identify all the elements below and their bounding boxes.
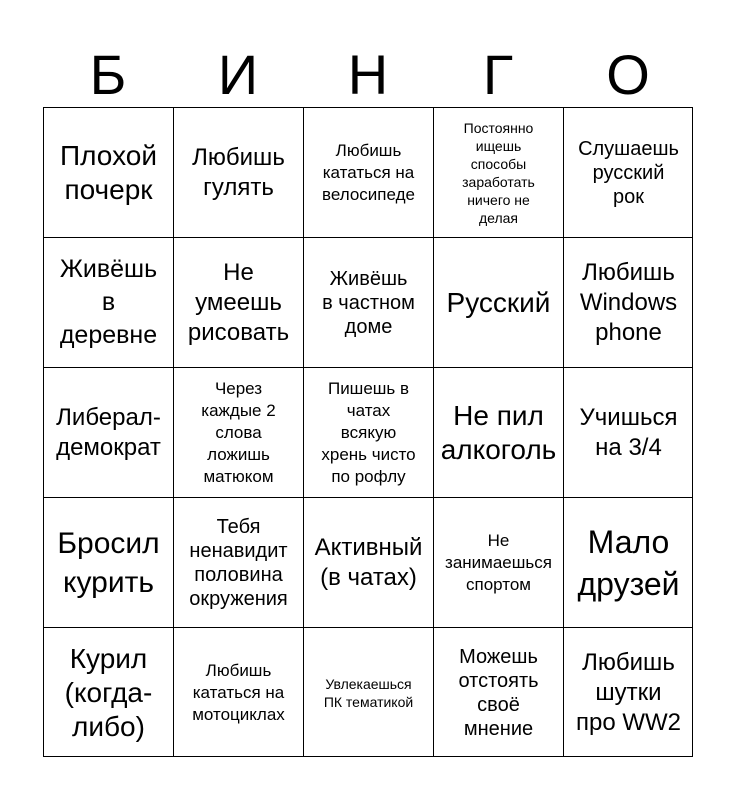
bingo-cell-r1-c5[interactable] [563, 107, 693, 237]
bingo-cell-r2-c1[interactable] [43, 237, 173, 367]
bingo-cell-r1-c2[interactable] [173, 107, 303, 237]
cell-label: Любишь шутки про WW2 [575, 648, 681, 736]
bingo-cell-r4-c5[interactable] [563, 497, 693, 627]
header-letter-b: Б [89, 43, 127, 106]
cell-label: Пишешь в чатах всякую хрень чисто по рофлу [321, 378, 416, 486]
bingo-cell-r3-c2[interactable] [173, 367, 303, 497]
bingo-cell-r2-c3[interactable] [303, 237, 433, 367]
cell-label: Слушаешь русский рок [578, 137, 679, 208]
cell-label: Любишь Windows phone [579, 258, 678, 346]
bingo-cell-r2-c5[interactable] [563, 237, 693, 367]
bingo-cell-r1-c4[interactable] [433, 107, 563, 237]
bingo-cell-r4-c3[interactable] [303, 497, 433, 627]
cell-label: Любишь кататься на велосипеде [322, 140, 415, 204]
bingo-cell-r4-c1[interactable] [43, 497, 173, 627]
bingo-cell-r2-c2[interactable] [173, 237, 303, 367]
cell-label: Можешь отстоять своё мнение [458, 645, 539, 740]
bingo-cell-r4-c4[interactable] [433, 497, 563, 627]
bingo-cell-r5-c2[interactable] [173, 627, 303, 757]
cell-label: Учишься на 3/4 [579, 403, 678, 461]
bingo-cell-r1-c3[interactable] [303, 107, 433, 237]
cell-label: Через каждые 2 слова ложишь матюком [201, 378, 276, 486]
cell-label: Либерал- демократ [56, 403, 161, 461]
bingo-cell-r1-c1[interactable] [43, 107, 173, 237]
bingo-cell-r3-c5[interactable] [563, 367, 693, 497]
cell-label: Курил (когда- либо) [64, 642, 153, 742]
header-letter-n: Н [347, 43, 389, 106]
bingo-cell-r3-c1[interactable] [43, 367, 173, 497]
bingo-cell-r3-c4[interactable] [433, 367, 563, 497]
cell-label: Не занимаешься спортом [445, 530, 552, 594]
header-letter-o: О [606, 43, 650, 106]
cell-label: Русский [446, 286, 551, 318]
cell-label: Любишь кататься на мотоциклах [192, 660, 285, 724]
bingo-board [43, 107, 693, 757]
header-letter-g: Г [482, 43, 514, 106]
cell-label: Не умеешь рисовать [187, 258, 290, 346]
bingo-cell-r4-c2[interactable] [173, 497, 303, 627]
bingo-cell-r5-c4[interactable] [433, 627, 563, 757]
bingo-cell-r5-c1[interactable] [43, 627, 173, 757]
bingo-cell-r5-c5[interactable] [563, 627, 693, 757]
bingo-cell-r3-c3[interactable] [303, 367, 433, 497]
cell-label: Мало друзей [577, 523, 680, 602]
cell-label: Постоянно ищешь способы заработать ничего не делая [462, 119, 535, 226]
cell-label: Любишь гулять [192, 143, 285, 201]
bingo-header [43, 42, 693, 108]
cell-label: Тебя ненавидит половина окружения [189, 515, 288, 610]
cell-label: Не пил алкоголь [440, 399, 557, 465]
header-letter-i: И [217, 43, 259, 106]
cell-label: Увлекаешься ПК тематикой [323, 675, 414, 710]
cell-label: Активный (в чатах) [314, 533, 423, 591]
cell-label: Бросил курить [57, 526, 160, 599]
cell-label: Живёшь в деревне [59, 255, 158, 349]
cell-label: Живёшь в частном доме [322, 267, 415, 338]
cell-label: Плохой почерк [60, 139, 157, 205]
bingo-cell-r5-c3[interactable] [303, 627, 433, 757]
bingo-cell-r2-c4[interactable] [433, 237, 563, 367]
